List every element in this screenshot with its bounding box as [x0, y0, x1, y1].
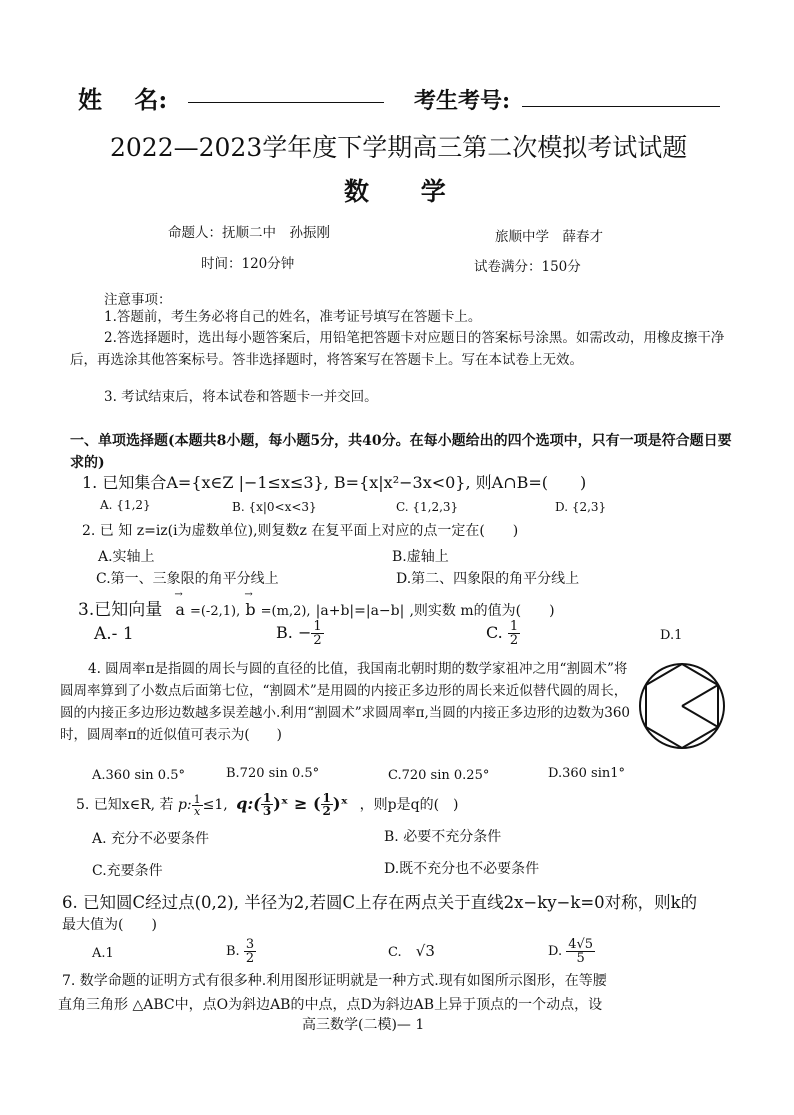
q3-condition: |a+b|=|a−b|	[315, 603, 405, 619]
q3-option-b-denominator: 2	[313, 633, 322, 648]
q3-vector-a: → a	[175, 600, 185, 619]
q5-p-numerator: 1	[193, 792, 201, 806]
q3-vector-b-value: =(m,2),	[260, 604, 311, 619]
page-footer: 高三数学(二模)— 1	[302, 1017, 425, 1033]
q6-option-c[interactable]	[388, 942, 435, 960]
q3-option-b-fraction	[311, 620, 323, 647]
q4-stem: 4. 圆周率π是指圆的周长与圆的直径的比值，我国南北朝时期的数学家祖冲之用“割圆术”将圆周率算到了小数点后面第七位，“割圆术”是用圆的内接正多边形的周长来近似替代圆的周长，圆的内接正多边形边数越多误差越小.利用“割圆术”求圆周率π,当圆的内接正多边形的边数为360时，圆周率π的近似值可表示为( )	[60, 661, 631, 743]
q5-option-b[interactable]: B. 必要不充分条件	[384, 829, 502, 845]
q3-option-d[interactable]: D.1	[660, 628, 683, 643]
q6-option-b-numerator: 3	[245, 937, 255, 952]
name-blank[interactable]	[188, 102, 384, 103]
q6-stem-line-2: 最大值为( )	[62, 917, 157, 933]
q5-q-middle: )ˣ ≥ (	[273, 794, 321, 813]
name-label: 姓 名:	[78, 85, 168, 114]
author-right: 旅顺中学 薛春才	[495, 229, 603, 245]
circle-polygon-figure	[636, 660, 728, 752]
q5-q-fraction-2	[321, 792, 333, 817]
q4-option-d[interactable]: D.360 sin1°	[548, 766, 626, 781]
q3-option-c-numerator: 1	[509, 619, 519, 634]
q6-option-d-numerator: 4√5	[568, 937, 594, 952]
q3-option-b-numerator: 1	[313, 619, 322, 634]
q5-p-fraction	[192, 794, 203, 817]
q7-stem-line-1: 7. 数学命题的证明方式有很多种.利用图形证明就是一种方式.现有如图所示图形，在等腰	[62, 973, 607, 989]
q3-stem-suffix: ,则实数 m的值为( )	[409, 603, 555, 619]
q5-q-fraction-1	[261, 792, 273, 817]
q4-option-c[interactable]: C.720 sin 0.25°	[388, 768, 490, 783]
q3-option-b-sign: −	[297, 623, 312, 642]
subject-title: 数 学	[344, 177, 452, 206]
q6-option-d-fraction	[566, 938, 595, 965]
q6-option-b-denominator: 2	[245, 951, 255, 966]
q5-option-d[interactable]: D.既不充分也不必要条件	[384, 861, 540, 877]
q3-option-a[interactable]: A.- 1	[94, 624, 134, 644]
exam-no-blank[interactable]	[522, 106, 720, 107]
exam-title: 2022—2023学年度下学期高三第二次模拟考试试题	[110, 133, 688, 162]
q5-q-fraction-2-numerator: 1	[322, 791, 331, 805]
q5-p-relation: ≤1,	[202, 797, 228, 813]
note-item-2: 2.答选择题时，选出每小题答案后，用铅笔把答题卡对应题日的答案标号涂黑。如需改动，用橡皮擦干净后，再选涂其他答案标号。答非选择题时，将答案写在答题卡上。写在本试卷上无效。	[70, 330, 725, 368]
note-item-1: 1.答题前，考生务必将自己的姓名，准考证号填写在答题卡上。	[104, 309, 482, 325]
q6-option-c-label: C.	[388, 945, 402, 960]
note-item-3: 3. 考试结束后，将本试卷和答题卡一并交回。	[104, 389, 378, 405]
q3-stem-prefix: 3.已知向量	[78, 600, 163, 620]
q6-stem-line-1: 6. 已知圆C经过点(0,2), 半径为2,若圆C上存在两点关于直线2x−ky−k=0对称，则k的	[62, 893, 698, 912]
q2-option-c[interactable]: C.第一、三象限的角平分线上	[96, 571, 279, 587]
notes-heading: 注意事项：	[104, 292, 172, 308]
section-1-heading: 一、单项选择题(本题共8小题，每小题5分，共40分。在每小题给出的四个选项中，只有一项是符合题日要求的)	[70, 433, 732, 471]
q5-q-fraction-2-denominator: 2	[322, 804, 331, 818]
exam-no-label: 考生考号:	[414, 88, 511, 114]
q5-q-expression	[236, 791, 353, 818]
q1-option-b[interactable]: B. {x|0<x<3}	[232, 500, 317, 514]
q5-p-label: p:	[177, 797, 192, 813]
q3-option-c-fraction	[508, 620, 520, 647]
q2-option-d[interactable]: D.第二、四象限的角平分线上	[396, 571, 580, 587]
q6-option-b-fraction	[244, 938, 256, 965]
q6-option-d-label: D.	[548, 944, 563, 959]
q3-option-c[interactable]	[486, 620, 520, 647]
q6-option-a[interactable]: A.1	[92, 946, 114, 961]
q3-option-c-label: C.	[486, 623, 503, 642]
q5-p-denominator: x	[194, 804, 201, 818]
author-left: 命题人：抚顺二中 孙振刚	[168, 225, 330, 241]
q1-option-c[interactable]: C. {1,2,3}	[396, 500, 459, 514]
q6-option-b[interactable]	[226, 938, 256, 965]
q4-option-b[interactable]: B.720 sin 0.5°	[226, 766, 320, 781]
q7-stem-line-2: 直角三角形 △ABC中，点O为斜边AB的中点，点D为斜边AB上异于顶点的一个动点，设	[58, 997, 603, 1013]
q2-option-b[interactable]: B.虚轴上	[392, 549, 449, 565]
q5-q-label: q:(	[236, 794, 261, 813]
q5-q-end: )ˣ	[332, 794, 349, 813]
q6-option-d[interactable]	[548, 938, 595, 965]
q2-stem: 2. 已 知 z=iz(i为虚数单位),则复数z 在复平面上对应的点一定在( )	[82, 523, 519, 539]
q5-q-fraction-1-denominator: 3	[262, 804, 272, 818]
q5-stem-suffix: ，则p是q的( )	[359, 797, 459, 813]
exam-time: 时间：120分钟	[201, 256, 295, 272]
q6-option-b-label: B.	[226, 944, 240, 959]
q3-option-b-label: B.	[276, 623, 293, 642]
q3-vector-b: → b	[245, 600, 255, 619]
q5-stem	[76, 792, 459, 817]
full-score: 试卷满分：150分	[474, 259, 581, 275]
q1-option-a[interactable]: A. {1,2}	[100, 498, 151, 512]
q3-option-b[interactable]	[276, 620, 324, 647]
q3-vector-a-value: =(-2,1),	[189, 604, 241, 619]
q5-stem-prefix: 5. 已知x∈R, 若	[76, 797, 174, 813]
q5-option-c[interactable]: C.充要条件	[92, 863, 163, 879]
q5-q-fraction-1-numerator: 1	[262, 791, 272, 805]
q2-option-a[interactable]: A.实轴上	[98, 549, 155, 565]
q3-stem	[78, 595, 555, 620]
q3-option-c-denominator: 2	[509, 633, 519, 648]
q6-option-d-denominator: 5	[576, 951, 585, 966]
q1-stem: 1. 已知集合A={x∈Z |−1≤x≤3}, B={x|x²−3x<0}, 则A∩B=( )	[82, 473, 587, 492]
q1-option-d[interactable]: D. {2,3}	[555, 500, 607, 514]
q5-option-a[interactable]: A. 充分不必要条件	[92, 831, 210, 847]
q6-option-c-value: √3	[415, 942, 435, 960]
q4-option-a[interactable]: A.360 sin 0.5°	[92, 768, 185, 783]
